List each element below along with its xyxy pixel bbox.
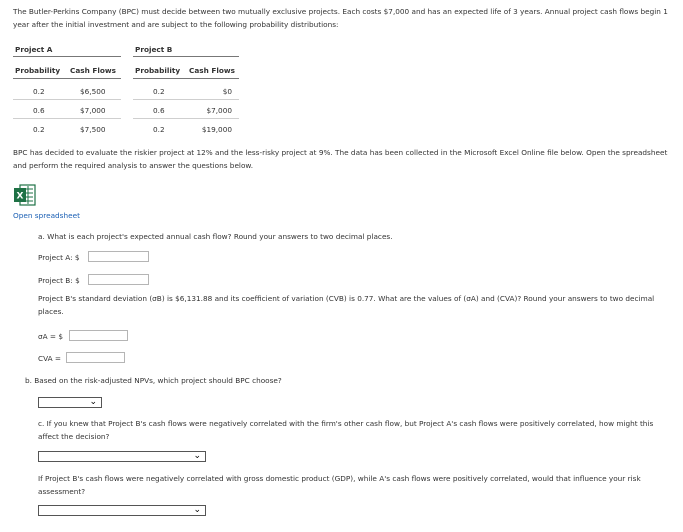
project-a-row3-prob: 0.2: [33, 125, 45, 134]
project-b-col-probability: Probability: [135, 66, 181, 75]
project-a-row1-cf: $6,500: [80, 87, 106, 96]
project-a-col-probability: Probability: [15, 66, 61, 75]
project-b-row3-cf: $19,000: [201, 125, 232, 134]
cv-a-label: CVA =: [38, 354, 62, 363]
project-b-divider: [133, 56, 239, 57]
project-a-header-divider: [13, 78, 121, 79]
project-a-row3-cf: $7,500: [80, 125, 106, 134]
excel-icon[interactable]: [14, 184, 36, 206]
project-a-label: Project A: $: [38, 253, 80, 262]
question-c-followup-text: If Project B's cash flows were negatively correlated with gross domestic product (GDP), while A's cash flows were positively correlated, would that influence your risk assessment?: [38, 474, 641, 496]
question-b-dropdown[interactable]: [38, 397, 102, 408]
question-c-followup-dropdown[interactable]: [38, 505, 206, 516]
project-a-row1-prob: 0.2: [33, 87, 45, 96]
project-a-title: Project A: [15, 45, 53, 54]
project-b-row3-prob: 0.2: [153, 125, 165, 134]
chevron-down-icon: ⌄: [193, 505, 201, 515]
project-b-row-divider: [133, 118, 239, 119]
open-spreadsheet-link[interactable]: Open spreadsheet: [13, 211, 80, 220]
excel-icon-letter: X: [16, 191, 24, 202]
project-b-row2-cf: $7,000: [206, 106, 232, 115]
project-b-row-divider: [133, 99, 239, 100]
sigma-a-input[interactable]: [69, 330, 128, 341]
sigma-a-label: σA = $: [38, 332, 64, 341]
project-a-col-cashflows: Cash Flows: [70, 66, 116, 75]
cv-a-input[interactable]: [66, 352, 125, 363]
project-a-row-divider: [13, 99, 121, 100]
project-b-row2-prob: 0.6: [153, 106, 165, 115]
project-a-divider: [13, 56, 121, 57]
project-a-row-divider: [13, 118, 121, 119]
project-b-row1-prob: 0.2: [153, 87, 165, 96]
intro-paragraph: The Butler-Perkins Company (BPC) must decide between two mutually exclusive projects. Each costs $7,000 and has an expected life of 3 years. Annual project cash flows begin 1 year after the initial investment and are subject to the following probability distributions:: [13, 7, 668, 29]
project-a-expected-cf-input[interactable]: [88, 251, 149, 262]
stddev-question-text: Project B's standard deviation (σB) is $6,131.88 and its coefficient of variation (CVB) is 0.77. What are the values of (σA) and (CVA)? Round your answers to two decimal places.: [38, 294, 655, 316]
project-a-row2-prob: 0.6: [33, 106, 45, 115]
question-c-text: c. If you knew that Project B's cash flows were negatively correlated with the firm's other cash flow, but Project A's cash flows were positively correlated, how might this affect the decision?: [38, 419, 654, 441]
project-b-header-divider: [133, 78, 239, 79]
project-a-row2-cf: $7,000: [80, 106, 106, 115]
question-a-text: a. What is each project's expected annual cash flow? Round your answers to two decimal places.: [38, 232, 393, 241]
project-b-title: Project B: [135, 45, 173, 54]
project-b-expected-cf-input[interactable]: [88, 274, 149, 285]
chevron-down-icon: ⌄: [193, 451, 201, 461]
project-b-row1-cf: $0: [222, 87, 232, 96]
chevron-down-icon: ⌄: [89, 397, 97, 407]
project-b-label: Project B: $: [38, 276, 80, 285]
evaluation-paragraph: BPC has decided to evaluate the riskier project at 12% and the less-risky project at 9%. The data has been collected in the Microsoft Excel Online file below. Open the spreadsheet and perform the required analysis to answer the questions below.: [13, 148, 668, 170]
question-b-text: b. Based on the risk-adjusted NPVs, which project should BPC choose?: [25, 376, 282, 385]
project-b-col-cashflows: Cash Flows: [189, 66, 235, 75]
question-c-dropdown[interactable]: [38, 451, 206, 462]
